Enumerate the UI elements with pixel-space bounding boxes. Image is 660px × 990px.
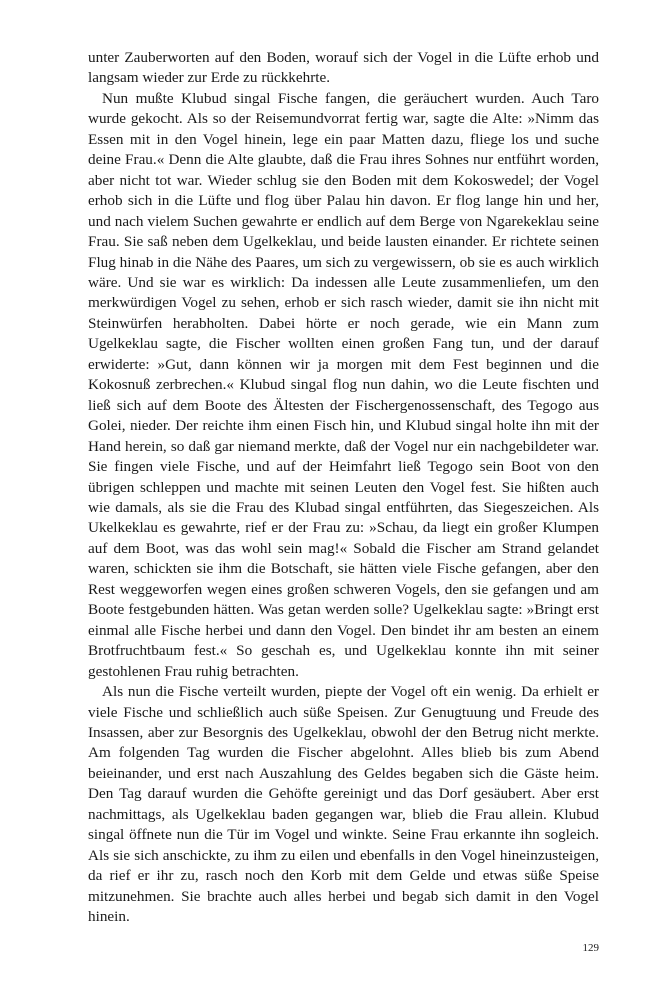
book-page (88, 48, 599, 927)
paragraph-continuation: unter Zauberworten auf den Boden, worauf sich der Vogel in die Lüfte erhob und langsam wieder zur Erde zu rückkehrte. (88, 49, 599, 87)
page-number: 129 (582, 942, 599, 954)
paragraph: Nun mußte Klubud singal Fische fangen, die geräuchert wurden. Auch Taro wurde gekocht. Als so der Reisemundvorrat fertig war, sagte die Alte: »Nimm das Essen mit in den Vogel hinein, lege ein paar Matten dazu, fliege los und suche deine Frau.« Denn die Alte glaubte, daß die Frau ihres Sohnes nur entführt worden, aber nicht tot war. Wieder schlug sie den Boden mit dem Kokoswedel; der Vogel erhob sich in die Lüfte und flog über Palau hin davon. Er flog lange hin und her, und nach vielem Suchen gewahrte er endlich auf dem Berge von Ngarekeklau seine Frau. Sie saß neben dem Ugelkeklau, und beide lausten einander. Er richtete seinen Flug hinab in die Nähe des Paares, um sich zu vergewissern, ob sie es auch wirklich wäre. Und sie war es wirklich: Da indessen alle Leute zusammenliefen, um den merkwürdigen Vogel zu sehen, erhob er sich rasch wieder, damit sie ihn nicht mit Steinwürfen herabholten. Dabei hörte er noch gerade, wie ein Mann zum Ugelkeklau sagte, die Fischer wollten einen großen Fang tun, und der darauf erwiderte: »Gut, dann können wir ja morgen mit dem Fest beginnen und die Kokosnuß zerbrechen.« Klubud singal flog nun dahin, wo die Leute fischten und ließ sich auf dem Boote des Ältesten der Fischergenossenschaft, des Tegogo aus Golei, nieder. Der reichte ihm einen Fisch hin, und Klubud singal holte ihn mit der Hand herein, so daß gar niemand merkte, daß der Vogel nur ein nachgebildeter war. Sie fingen viele Fische, und auf der Heimfahrt ließ Tegogo sein Boot von den übrigen schleppen und machte mit seinen Leuten den Vogel fest. Sie hißten auch wie damals, als sie die Frau des Klubad singal entführten, das Siegeszeichen. Als Ukelkeklau es gewahrte, rief er der Frau zu: »Schau, da liegt ein großer Klumpen auf dem Boot, was das wohl sein mag!« Sobald die Fischer am Strand gelandet waren, schickten sie ihm die Botschaft, sie hätten viele Fische gefangen, aber den Rest weggeworfen wegen eines großen schweren Vogels, den sie gefangen und am Boote festgebunden hätten. Was getan werden solle? Ugelkeklau sagte: »Bringt erst einmal alle Fische herbei und dann den Vogel. Den bindet ihr am besten an einem Brotfruchtbaum fest.« So geschah es, und Ugelkeklau konnte ihn mit seiner gestohlenen Frau ruhig betrachten. (88, 89, 599, 680)
body-text (88, 48, 599, 927)
paragraph: Als nun die Fische verteilt wurden, piepte der Vogel oft ein wenig. Da erhielt er viele Fische und schließlich auch süße Speisen. Zur Genugtuung und Freude des Insassen, aber zur Besorgnis des Ugelkeklau, obwohl der den Betrug nicht merkte. Am folgenden Tag wurden die Fischer abgelohnt. Alles blieb bis zum Abend beieinander, und erst nach Auszahlung des Geldes begaben sich die Gäste heim. Den Tag darauf wurden die Gehöfte gereinigt und das Dorf gesäubert. Aber erst nachmittags, als Ugelkeklau baden gegangen war, blieb die Frau allein. Klubud singal öffnete nun die Tür im Vogel und winkte. Seine Frau erkannte ihn sogleich. Als sie sich anschickte, zu ihm zu eilen und ebenfalls in den Vogel hineinzusteigen, da rief er ihr zu, rasch noch den Korb mit dem Gelde und etwas süße Speise mitzunehmen. Sie brachte auch alles herbei und begab sich damit in den Vogel hinein. (88, 683, 599, 926)
